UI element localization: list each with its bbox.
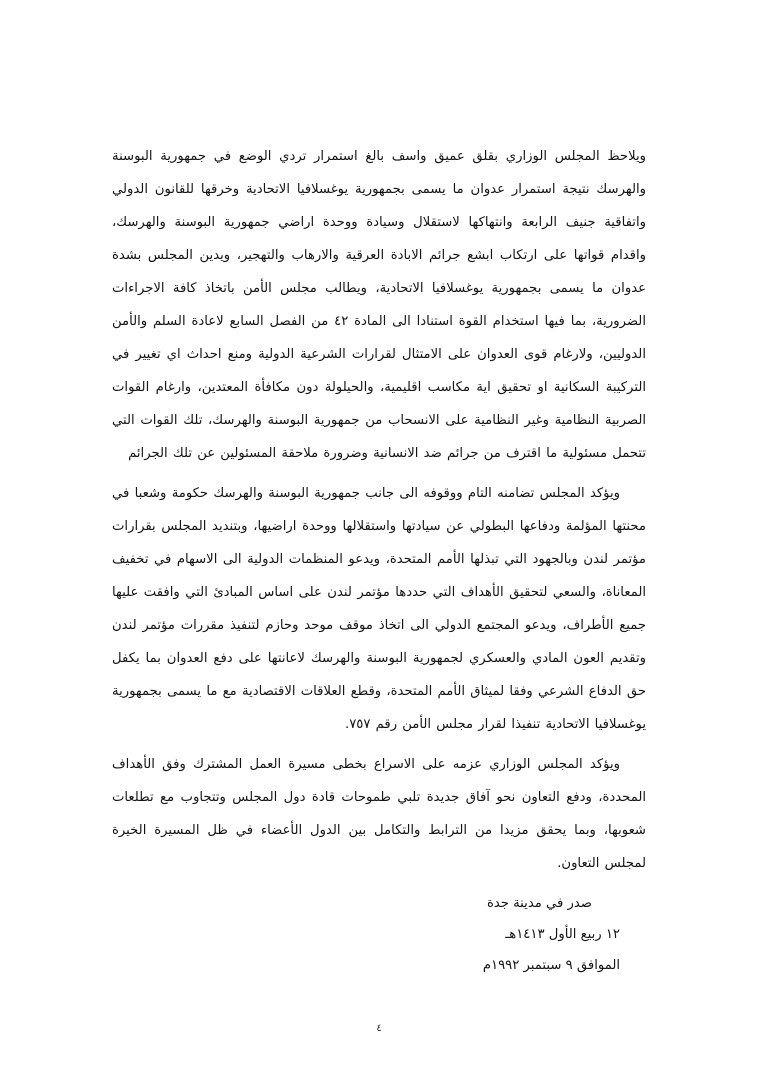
- paragraph-1: ويلاحظ المجلس الوزاري بقلق عميق واسف بالغ استمرار تردي الوضع في جمهورية البوسنة والهرسك نتيجة استمرار عدوان ما يسمى بجمهورية يوغسلافيا الاتحادية وخرقها للقانون الدولي واتفاقية جنيف الرابعة وانتهاكها لاستقلال وسيادة ووحدة اراضي جمهورية البوسنة والهرسك، واقدام قواتها على ارتكاب ابشع جرائم الابادة العرقية والارهاب والتهجير، ويدين المجلس بشدة عدوان ما يسمى بجمهورية يوغسلافيا الاتحادية، ويطالب مجلس الأمن باتخاذ كافة الاجراءات الضرورية، بما فيها استخدام القوة استنادا الى المادة ٤٢ من الفصل السابع لاعادة السلم والأمن الدوليين، ولارغام قوى العدوان على الامتثال لقرارات الشرعية الدولية ومنع احداث اي تغيير في التركيبة السكانية او تحقيق اية مكاسب اقليمية، والحيلولة دون مكافأة المعتدين، وارغام القوات الصربية النظامية وغير النظامية على الانسحاب من جمهورية البوسنة والهرسك، تلك القوات التي تتحمل مسئولية ما اقترف من جرائم ضد الانسانية وضرورة ملاحقة المسئولين عن تلك الجرائم: [112, 149, 646, 461]
- page-number: ٤: [376, 1023, 382, 1034]
- paragraph-3: ويؤكد المجلس الوزاري عزمه على الاسراع بخطى مسيرة العمل المشترك وفق الأهداف المحددة، ودفع التعاون نحو آفاق جديدة تلبي طموحات قادة دول المجلس وتتجاوب مع تطلعات شعوبها، وبما يحقق مزيدا من الترابط والتكامل بين الدول الأعضاء في ظل المسيرة الخيرة لمجلس التعاون.: [112, 757, 646, 871]
- closing-block: [112, 888, 646, 981]
- paragraph-2: ويؤكد المجلس تضامنه التام ووقوفه الى جانب جمهورية البوسنة والهرسك حكومة وشعبا في محنتها المؤلمة ودفاعها البطولي عن سيادتها واستقلالها ووحدة اراضيها، وبتنديد المجلس بقرارات مؤتمر لندن وبالجهود التي تبذلها الأمم المتحدة، ويدعو المنظمات الدولية الى الاسهام في تخفيف المعاناة، والسعي لتحقيق الأهداف التي حددها مؤتمر لندن على اساس المبادئ التي وافقت عليها جميع الأطراف، ويدعو المجتمع الدولي الى اتخاذ موقف موحد وحازم لتنفيذ مقررات مؤتمر لندن وتقديم العون المادي والعسكري لجمهورية البوسنة والهرسك لاعانتها على دفع العدوان بما يكفل حق الدفاع الشرعي وفقا لميثاق الأمم المتحدة، وقطع العلاقات الاقتصادية مع ما يسمى بجمهورية يوغسلافيا الاتحادية تنفيذا لقرار مجلس الأمن رقم ٧٥٧.: [112, 486, 646, 732]
- closing-gregorian-date: الموافق ٩ سبتمبر ١٩٩٢م: [482, 958, 620, 973]
- closing-hijri-date: ١٢ ربيع الأول ١٤١٣هـ: [505, 927, 620, 942]
- document-body: [112, 140, 646, 981]
- closing-place: صدر في مدينة جدة: [486, 896, 592, 911]
